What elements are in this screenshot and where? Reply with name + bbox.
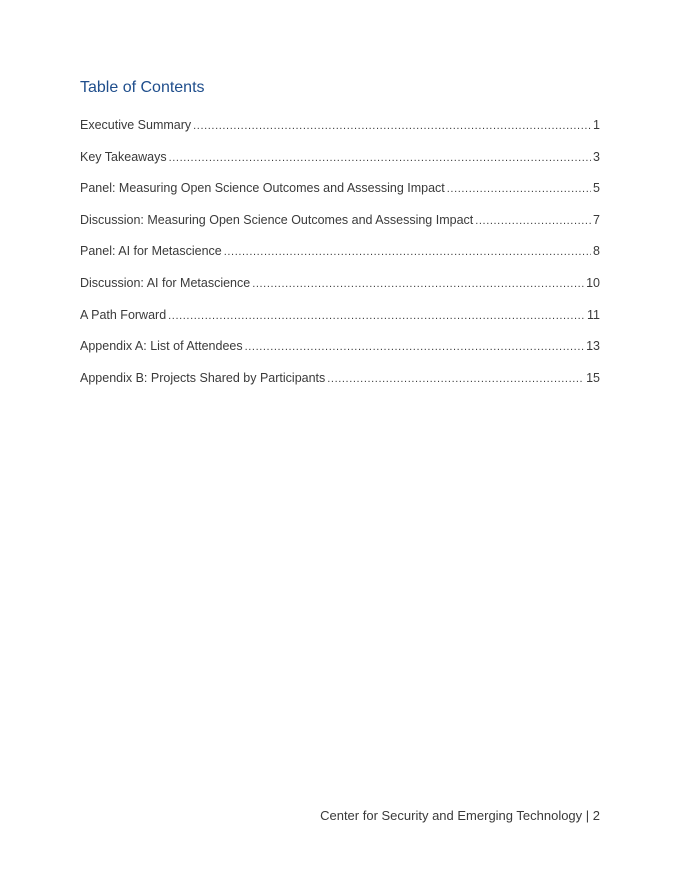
toc-dot-leader bbox=[252, 278, 584, 290]
toc-dot-leader bbox=[193, 120, 591, 132]
toc-entry-page: 3 bbox=[593, 149, 600, 164]
toc-dot-leader bbox=[169, 152, 591, 164]
toc-entry-label: Appendix A: List of Attendees bbox=[80, 339, 243, 354]
toc-entry-page: 5 bbox=[593, 181, 600, 196]
toc-entry-page: 10 bbox=[586, 275, 600, 290]
toc-entry-label: Panel: Measuring Open Science Outcomes and Assessing Impact bbox=[80, 181, 445, 196]
toc-entry-page: 1 bbox=[593, 118, 600, 132]
toc-entry-label: Appendix B: Projects Shared by Participants bbox=[80, 370, 326, 385]
toc-entry-label: Discussion: Measuring Open Science Outcomes and Assessing Impact bbox=[80, 212, 474, 227]
toc-entry[interactable] bbox=[80, 181, 600, 213]
toc-entry[interactable] bbox=[80, 150, 600, 182]
toc-title: Table of Contents bbox=[80, 79, 205, 96]
toc-dot-leader bbox=[475, 215, 591, 227]
toc-entry[interactable] bbox=[80, 308, 600, 340]
toc-dot-leader bbox=[168, 310, 585, 322]
toc-list bbox=[80, 118, 600, 402]
toc-entry-label: Discussion: AI for Metascience bbox=[80, 275, 251, 290]
toc-dot-leader bbox=[327, 373, 584, 385]
toc-entry-label: Panel: AI for Metascience bbox=[80, 244, 222, 259]
toc-entry-label: Executive Summary bbox=[80, 118, 192, 132]
toc-entry-page: 8 bbox=[593, 244, 600, 259]
toc-entry[interactable] bbox=[80, 276, 600, 308]
toc-dot-leader bbox=[245, 341, 584, 353]
toc-entry-label: Key Takeaways bbox=[80, 149, 167, 164]
page-footer: Center for Security and Emerging Technology | 2 bbox=[320, 808, 600, 823]
toc-entry-label: A Path Forward bbox=[80, 307, 167, 322]
toc-entry[interactable] bbox=[80, 213, 600, 245]
toc-entry[interactable] bbox=[80, 339, 600, 371]
toc-entry-page: 11 bbox=[587, 307, 600, 322]
toc-dot-leader bbox=[447, 183, 591, 195]
toc-dot-leader bbox=[224, 246, 591, 258]
toc-entry[interactable] bbox=[80, 371, 600, 403]
toc-entry[interactable] bbox=[80, 244, 600, 276]
toc-entry-page: 7 bbox=[593, 212, 600, 227]
toc-entry-page: 13 bbox=[586, 339, 600, 354]
toc-entry-page: 15 bbox=[586, 370, 600, 385]
toc-entry[interactable] bbox=[80, 118, 600, 150]
